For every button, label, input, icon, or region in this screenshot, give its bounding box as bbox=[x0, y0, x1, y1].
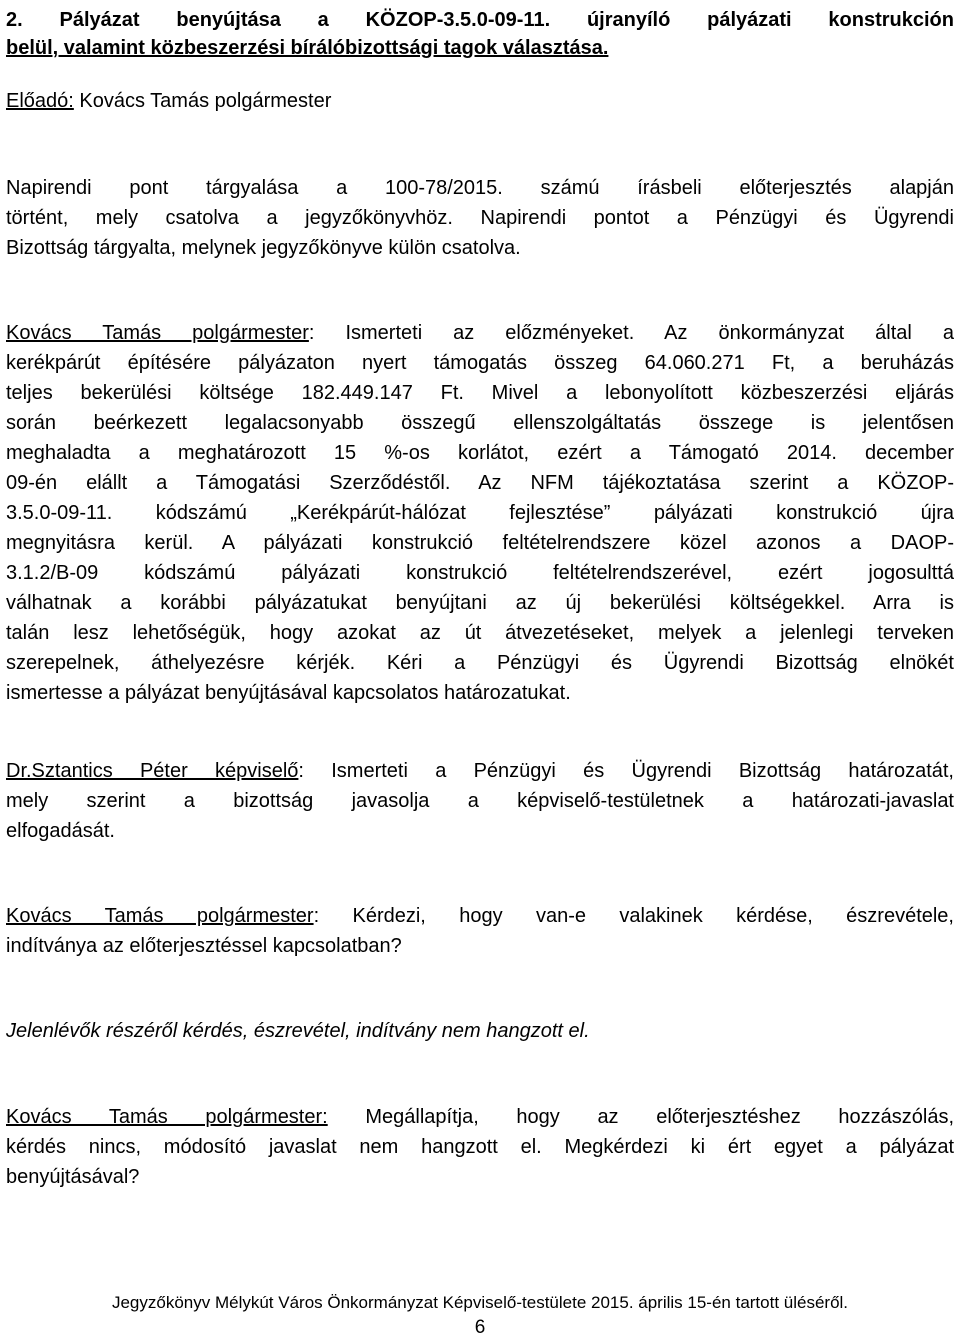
section-heading bbox=[6, 6, 954, 62]
p2-line-2: mely szerint a bizottság javasolja a képviselő-testületnek a határozati-javaslat bbox=[6, 790, 954, 812]
p2-line-1-text: : Ismerteti a Pénzügyi és Ügyrendi Bizottság határozatát, bbox=[298, 760, 954, 782]
p5-line-1-text: Megállapítja, hogy az előterjesztéshez hozzászólás, bbox=[327, 1106, 954, 1128]
presenter-label: Előadó: bbox=[6, 90, 74, 112]
p5-line-2: kérdés nincs, módosító javaslat nem hangzott el. Megkérdezi ki ért egyet a pályázat bbox=[6, 1136, 954, 1158]
p1-line-3: teljes bekerülési költsége 182.449.147 Ft. Mivel a lebonyolított közbeszerzési eljárás bbox=[6, 382, 954, 404]
p1-line-1-text: : Ismerteti az előzményeket. Az önkormányzat által a bbox=[308, 322, 954, 344]
agenda-line-2: történt, mely csatolva a jegyzőkönyvhöz. Napirendi pontot a Pénzügyi és Ügyrendi bbox=[6, 207, 954, 229]
p5-line-1 bbox=[6, 1102, 954, 1132]
footer-text: Jegyzőkönyv Mélykút Város Önkormányzat Képviselő-testülete 2015. április 15-én tartott üléséről. bbox=[111, 1293, 849, 1312]
p1-line-5: meghaladta a meghatározott 15 %-os korlátot, ezért a Támogató 2014. december bbox=[6, 442, 954, 464]
section-heading-line-2-text: belül, valamint közbeszerzési bírálóbizottsági tagok választása. bbox=[6, 37, 609, 59]
p1-line-12: szerepelnek, áthelyezésre kérjék. Kéri a Pénzügyi és Ügyrendi Bizottság elnökét bbox=[6, 652, 954, 674]
p5-speaker: Kovács Tamás polgármester: bbox=[6, 1106, 328, 1128]
p3-speaker: Kovács Tamás polgármester bbox=[6, 905, 314, 927]
p1-line-8: megnyitásra kerül. A pályázati konstrukció feltételrendszere közel azonos a DAOP- bbox=[6, 532, 954, 554]
p1-line-7: 3.5.0-09-11. kódszámú „Kerékpárút-hálózat fejlesztése” pályázati konstrukció újra bbox=[6, 502, 954, 524]
p2-speaker: Dr.Sztantics Péter képviselő bbox=[6, 760, 299, 782]
presenter-name: Kovács Tamás polgármester bbox=[73, 90, 332, 112]
section-heading-line-2 bbox=[6, 34, 954, 62]
p1-line-6: 09-én elállt a Támogatási Szerződéstől. Az NFM tájékoztatása szerint a KÖZOP- bbox=[6, 472, 954, 494]
p3-line-1-text: : Kérdezi, hogy van-e valakinek kérdése, észrevétele, bbox=[313, 905, 954, 927]
p1-line-2: kerékpárút építésére pályázaton nyert támogatás összeg 64.060.271 Ft, a beruházás bbox=[6, 352, 954, 374]
p4-text: Jelenlévők részéről kérdés, észrevétel, indítvány nem hangzott el. bbox=[6, 1020, 590, 1042]
p3-line-1 bbox=[6, 901, 954, 931]
p1-line-9: 3.1.2/B-09 kódszámú pályázati konstrukció feltételrendszerével, ezért jogosulttá bbox=[6, 562, 954, 584]
p1-line-1 bbox=[6, 318, 954, 348]
p2-line-1 bbox=[6, 756, 954, 786]
page-number: 6 bbox=[474, 1317, 486, 1338]
p1-speaker: Kovács Tamás polgármester bbox=[6, 322, 309, 344]
p1-line-11: talán lesz lehetőségük, hogy azokat az út átvezetéseket, melyek a jelenlegi terveken bbox=[6, 622, 954, 644]
p1-line-4: során beérkezett legalacsonyabb összegű ellenszolgáltatás összege is jelentősen bbox=[6, 412, 954, 434]
p2-line-3: elfogadását. bbox=[6, 820, 115, 842]
presenter-line bbox=[6, 86, 954, 116]
agenda-line-1: Napirendi pont tárgyalása a 100-78/2015. számú írásbeli előterjesztés alapján bbox=[6, 177, 954, 199]
p1-line-10: válhatnak a korábbi pályázatukat benyújtani az új bekerülési költségekkel. Arra is bbox=[6, 592, 954, 614]
p1-line-13: ismertesse a pályázat benyújtásával kapcsolatos határozatukat. bbox=[6, 682, 571, 704]
p3-line-2: indítványa az előterjesztéssel kapcsolatban? bbox=[6, 935, 402, 957]
agenda-line-3: Bizottság tárgyalta, melynek jegyzőkönyve külön csatolva. bbox=[6, 237, 521, 259]
p5-line-3: benyújtásával? bbox=[6, 1166, 140, 1188]
section-heading-line-1: 2. Pályázat benyújtása a KÖZOP-3.5.0-09-11. újranyíló pályázati konstrukción bbox=[6, 9, 954, 31]
